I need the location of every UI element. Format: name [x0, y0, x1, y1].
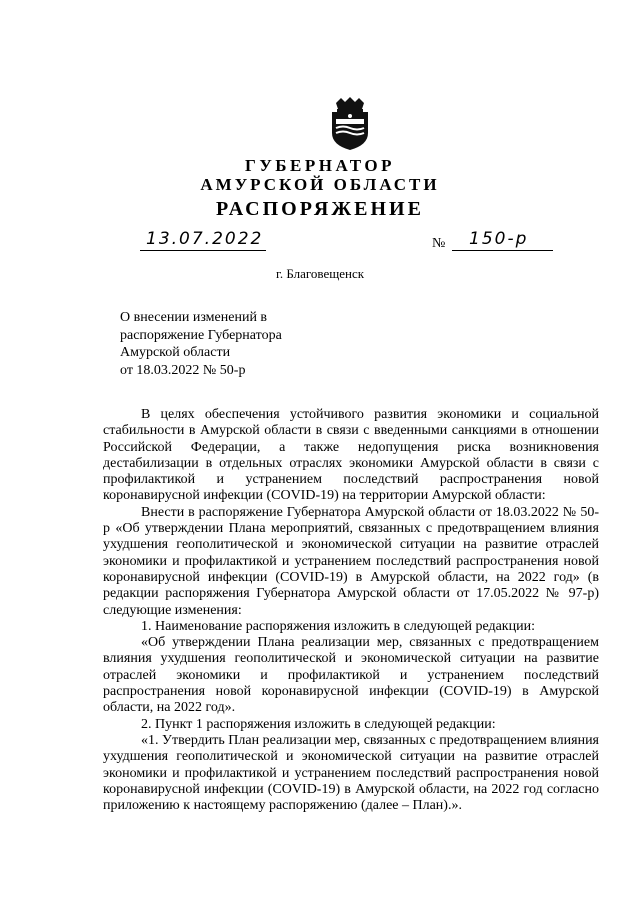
body-paragraph: 1. Наименование распоряжения изложить в следующей редакции: — [141, 618, 535, 634]
body-paragraph: 2. Пункт 1 распоряжения изложить в следующей редакции: — [141, 716, 496, 732]
header-title-region: АМУРСКОЙ ОБЛАСТИ — [200, 175, 440, 194]
body-paragraph: «Об утверждении Плана реализации мер, связанных с предотвращением влияния ухудшения геополитической и экономической ситуации на развитие отраслей экономики и профилактикой и устранением последствий распространения новой коронавирусной инфекции (COVID-19) в Амурской области, на 2022 год». — [103, 635, 599, 716]
body-paragraph: Внести в распоряжение Губернатора Амурской области от 18.03.2022 № 50-р «Об утверждении Плана мероприятий, связанных с предотвращением влияния ухудшения геополитической и экономической ситуации на развитие отраслей экономики и профилактикой и устранением последствий распространения новой коронавирусной инфекции (COVID-19) в Амурской области, на 2022 год» (в редакции распоряжения Губернатора Амурской области от 17.05.2022 № 97-р) следующие изменения: — [103, 504, 599, 618]
number-sign: № — [432, 236, 446, 251]
header-title-governor: ГУБЕРНАТОР — [245, 156, 395, 175]
document-type-title: РАСПОРЯЖЕНИЕ — [216, 198, 424, 220]
subject-line: О внесении изменений в — [120, 310, 268, 325]
subject-line: Амурской области — [120, 345, 231, 360]
date-underline — [140, 250, 266, 251]
subject-line: распоряжение Губернатора — [120, 327, 282, 343]
handwritten-date: 13.07.2022 — [146, 229, 264, 249]
document-body — [103, 407, 599, 814]
body-paragraph: В целях обеспечения устойчивого развития экономики и социальной стабильности в Амурской области в связи с введенными санкциями в отношении Российской Федерации, а также недопущения риска возникновения дестабилизации в отдельных отраслях экономики Амурской области в связи с профилактикой и устранением последствий распространения новой коронавирусной инфекции (COVID-19) на территории Амурской области: — [103, 407, 599, 504]
coat-of-arms-emblem — [328, 97, 372, 151]
subject-line: от 18.03.2022 № 50-р — [120, 362, 246, 378]
handwritten-number: 150-р — [469, 229, 529, 249]
subject-block — [120, 309, 320, 379]
number-underline — [452, 250, 553, 251]
city-label: г. Благовещенск — [275, 266, 365, 281]
body-paragraph: «1. Утвердить План реализации мер, связанных с предотвращением влияния ухудшения геополитической и экономической ситуации на развитие отраслей экономики и профилактикой и устранением последствий распространения новой коронавирусной инфекции (COVID-19) в Амурской области, на 2022 год согласно приложению к настоящему распоряжению (далее – План).». — [103, 732, 599, 814]
